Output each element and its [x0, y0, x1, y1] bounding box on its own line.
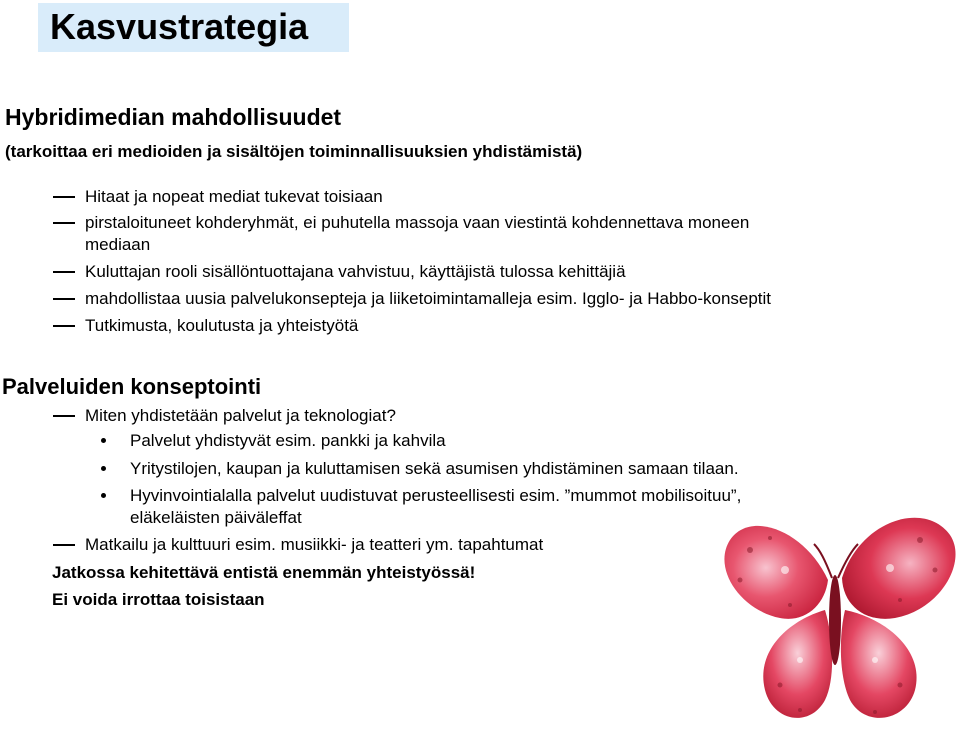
bullet-text: Yritystilojen, kaupan ja kuluttamisen sekä asumisen yhdistäminen samaan tilaan.: [130, 459, 739, 478]
services-list: [0, 405, 741, 556]
closing-line-1: Jatkossa kehitettävä entistä enemmän yhteistyössä!: [52, 563, 476, 582]
list-item: [0, 186, 771, 212]
closing-line-2: Ei voida irrottaa toisistaan: [52, 590, 265, 609]
section-subheading-hybrid: (tarkoittaa eri medioiden ja sisältöjen toiminnallisuuksien yhdistämistä): [5, 142, 583, 161]
list-item-continuation: [0, 234, 771, 261]
dash-marker: [53, 222, 75, 224]
bullet-text: eläkeläisten päiväleffat: [130, 508, 302, 527]
bullet-text: Hyvinvointialalla palvelut uudistuvat perusteellisesti esim. ”mummot mobilisoituu”,: [130, 486, 742, 505]
dash-marker: [53, 544, 75, 546]
section-heading-hybrid: Hybridimedian mahdollisuudet: [5, 104, 342, 130]
hybrid-list: [0, 186, 771, 341]
bullet-item: [0, 485, 741, 507]
dash-marker: [53, 415, 75, 417]
list-item: [0, 315, 771, 341]
bullet-dot: [101, 493, 106, 498]
list-item: [0, 405, 741, 430]
list-item-text: Matkailu ja kulttuuri esim. musiikki- ja teatteri ym. tapahtumat: [85, 535, 544, 554]
slide-title: Kasvustrategia: [50, 6, 309, 47]
dash-marker: [53, 298, 75, 300]
list-item-text: pirstaloituneet kohderyhmät, ei puhutella massoja vaan viestintä kohdennettava moneen: [85, 213, 750, 232]
list-item: [0, 261, 771, 288]
section-heading-services: Palveluiden konseptointi: [2, 374, 262, 399]
list-item-text: mahdollistaa uusia palvelukonsepteja ja liiketoimintamalleja esim. Igglo- ja Habbo-konseptit: [85, 289, 772, 308]
bullet-text: Palvelut yhdistyvät esim. pankki ja kahvila: [130, 431, 446, 450]
list-item-text: Tutkimusta, koulutusta ja yhteistyötä: [85, 316, 359, 335]
bullet-item: [0, 430, 741, 458]
list-item-text: Kuluttajan rooli sisällöntuottajana vahvistuu, käyttäjistä tulossa kehittäjiä: [85, 262, 626, 281]
dash-marker: [53, 325, 75, 327]
dash-marker: [53, 196, 75, 198]
list-item: [0, 288, 771, 315]
bullet-dot: [101, 466, 106, 471]
title-box: [38, 3, 349, 52]
list-item-text: Hitaat ja nopeat mediat tukevat toisiaan: [85, 187, 383, 206]
bullet-item-continuation: [0, 507, 741, 534]
butterfly-illustration-icon: [710, 500, 960, 733]
list-item: [0, 212, 771, 234]
dash-marker: [53, 271, 75, 273]
list-item-text: mediaan: [85, 235, 151, 254]
list-item-text: Miten yhdistetään palvelut ja teknologiat?: [85, 406, 396, 425]
bullet-item: [0, 458, 741, 485]
list-item: [0, 534, 741, 556]
bullet-dot: [101, 438, 106, 443]
